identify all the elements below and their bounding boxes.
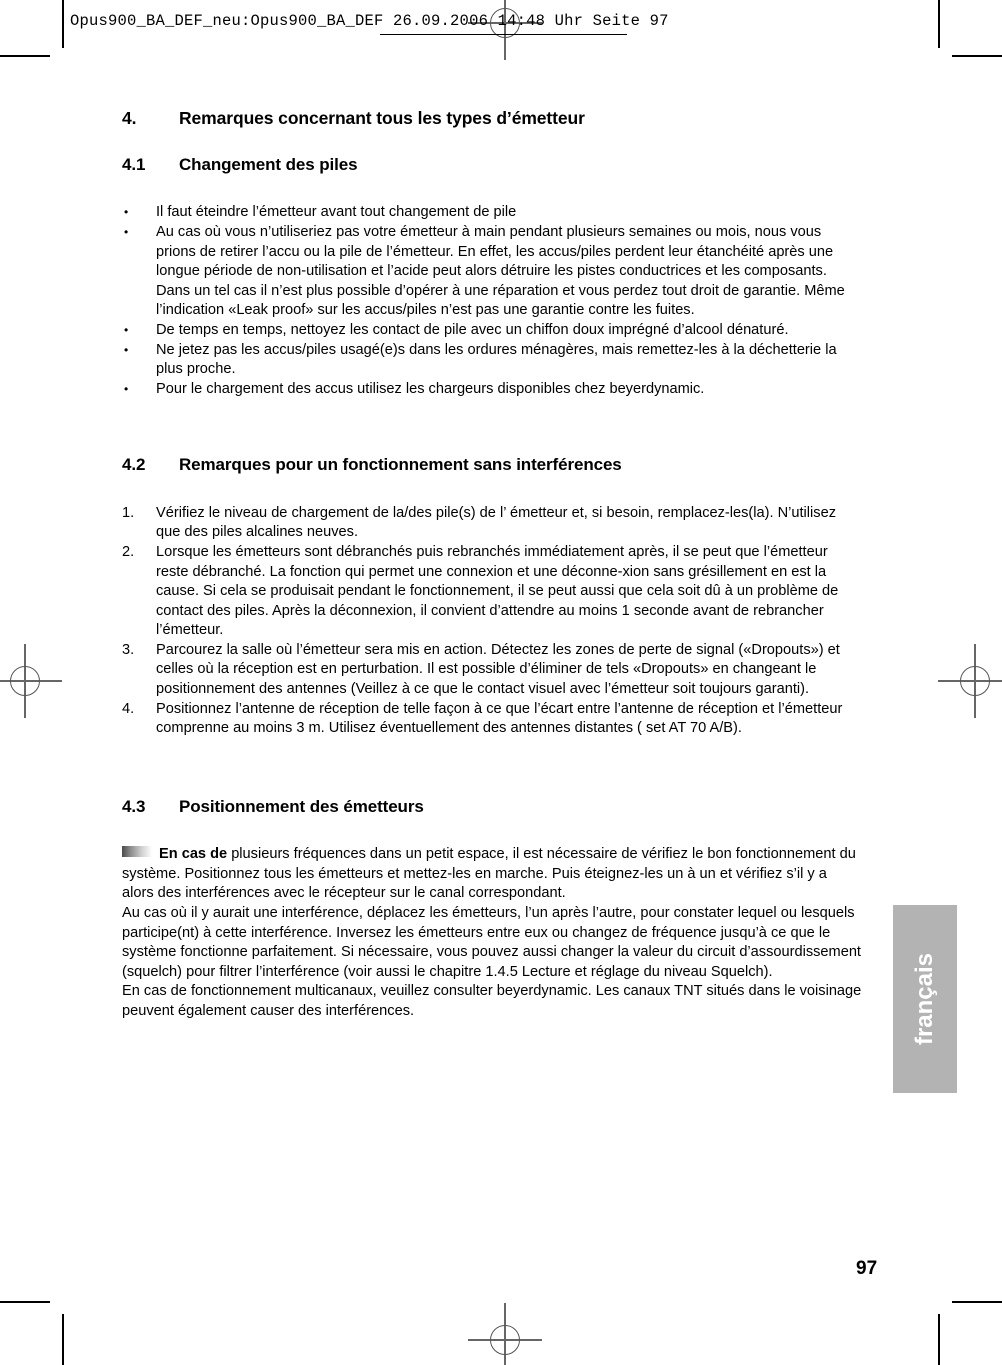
subsection-heading-4-2 bbox=[122, 455, 862, 475]
list-item-text: Ne jetez pas les accus/piles usagé(e)s dans les ordures ménagères, mais remettez-les à la déchetterie la plus proche. bbox=[156, 341, 837, 378]
crop-mark-top-right-horizontal bbox=[952, 55, 1002, 57]
list-item-text: Parcourez la salle où l’émetteur sera mis en action. Détectez les zones de perte de signal («Dropouts») et celles où la réception est en perturbation. Il est possible d’éliminer de tels «Dropouts» en changeant le positionnement des antennes (Veillez à ce que le contact visuel avec l’émetteur soit toujours garanti). bbox=[156, 641, 840, 698]
spacer bbox=[122, 175, 862, 203]
crop-mark-top-left-vertical bbox=[62, 0, 64, 48]
paragraph-three-4-3: En cas de fonctionnement multicanaux, veuillez consulter beyerdynamic. Les canaux TNT situés dans le voisinage peuvent également causer des interférences. bbox=[122, 983, 862, 1019]
document-content bbox=[122, 108, 862, 1022]
list-item bbox=[122, 543, 862, 641]
number-marker: 3. bbox=[122, 641, 135, 658]
registration-circle bbox=[960, 666, 990, 696]
page-number: 97 bbox=[856, 1258, 878, 1279]
spacer bbox=[122, 399, 862, 455]
bullet-marker: • bbox=[124, 381, 129, 396]
section-heading bbox=[122, 108, 862, 129]
subsection-number: 4.3 bbox=[122, 796, 146, 816]
list-item-text: Pour le chargement des accus utilisez les chargeurs disponibles chez beyerdynamic. bbox=[156, 380, 705, 397]
bullet-marker: • bbox=[124, 205, 129, 220]
crop-mark-bottom-left-vertical bbox=[62, 1314, 64, 1365]
crop-mark-bottom-right-vertical bbox=[938, 1314, 940, 1365]
paragraph-two-4-3: Au cas où il y aurait une interférence, déplacez les émetteurs, l’un après l’autre, pour constater lequel ou lesquels participe(nt) à cette interférence. Inversez les émetteurs entre eux ou changez de fréquence jusqu’à ce que le système fonctionne parfaitement. Si nécessaire, vous pouvez aussi changer la valeur du circuit d’assourdissement (squelch) pour filtrer l’interférence (voir aussi le chapitre 1.4.5 Lecture et réglage du niveau Squelch). bbox=[122, 905, 861, 980]
numbered-list-4-2 bbox=[122, 504, 862, 739]
lead-rest-text: plusieurs fréquences dans un petit espace, il est nécessaire de vérifiez le bon fonctionnement du système. Positionnez tous les émetteurs et mettez-les en marche. Puis éteignez-les un à un et vérifiez s’il y a alors des interférences avec le récepteur sur le canal correspondant. bbox=[122, 846, 856, 902]
list-item bbox=[122, 321, 862, 341]
spacer bbox=[122, 129, 862, 155]
subsection-title: Positionnement des émetteurs bbox=[179, 796, 424, 816]
bullet-marker: • bbox=[124, 342, 129, 357]
list-item-text: Vérifiez le niveau de chargement de la/des pile(s) de l’ émetteur et, si besoin, remplacez-les(la). N’utilisez que des piles alcalines neuves. bbox=[156, 504, 836, 541]
list-item-text: Au cas où vous n’utiliseriez pas votre émetteur à main pendant plusieurs semaines ou mois, nous vous prions de retirer l’accu ou la pile de l’émetteur. En effet, les accus/piles perdent leur étanchéité après une longue période de non-utilisation et l’acide peut alors détruire les pistes conductrices et les composants. Dans un tel cas il n’est plus possible d’opérer à une réparation et vous perdez tout droit de garantie. Même l’indication «Leak proof» sur les accus/piles n’est pas une garantie contre les fuites. bbox=[156, 223, 845, 319]
list-item bbox=[122, 223, 862, 321]
lead-bold-text: En cas de bbox=[159, 846, 228, 863]
subsection-title: Changement des piles bbox=[179, 155, 358, 174]
crop-mark-top-left-horizontal bbox=[0, 55, 50, 57]
bullet-marker: • bbox=[124, 322, 129, 337]
bullet-list-4-1 bbox=[122, 203, 862, 399]
subsection-heading-4-1 bbox=[122, 155, 862, 175]
crop-mark-bottom-left-horizontal bbox=[0, 1301, 50, 1303]
list-item-text: Il faut éteindre l’émetteur avant tout changement de pile bbox=[156, 204, 517, 221]
number-marker: 4. bbox=[122, 700, 135, 717]
bullet-marker: • bbox=[124, 224, 129, 239]
list-item bbox=[122, 341, 862, 380]
list-item bbox=[122, 504, 862, 543]
number-marker: 1. bbox=[122, 504, 135, 521]
section-title: Remarques concernant tous les types d’émetteur bbox=[179, 108, 585, 128]
print-header-rule bbox=[380, 34, 627, 35]
subsection-number: 4.2 bbox=[122, 455, 146, 475]
spacer bbox=[122, 476, 862, 504]
list-item-text: De temps en temps, nettoyez les contact de pile avec un chiffon doux imprégné d’alcool dénaturé. bbox=[156, 321, 789, 338]
registration-circle bbox=[10, 666, 40, 696]
registration-circle bbox=[490, 1325, 520, 1355]
list-item-text: Lorsque les émetteurs sont débranchés puis rebranchés immédiatement après, il se peut que l’émetteur reste débranché. La fonction qui permet une connexion et une déconne-xion sans grésillement en est la cause. Si cela se produisait pendant le fonctionnement, il se peut aussi que cela soit dû à un problème de contact des piles. Après la déconnexion, il convient d’attendre au moins 1 seconde avant de rebrancher l’émetteur. bbox=[156, 543, 839, 639]
print-header-text: Opus900_BA_DEF_neu:Opus900_BA_DEF 26.09.2006 14:48 Uhr Seite 97 bbox=[70, 12, 669, 30]
crop-mark-bottom-right-horizontal bbox=[952, 1301, 1002, 1303]
paragraph-lead-4-3 bbox=[122, 845, 862, 904]
list-item bbox=[122, 380, 862, 400]
spacer bbox=[122, 739, 862, 797]
list-item bbox=[122, 641, 862, 700]
subsection-heading-4-3 bbox=[122, 797, 862, 817]
crop-mark-top-right-vertical bbox=[938, 0, 940, 48]
subsection-title: Remarques pour un fonctionnement sans interférences bbox=[179, 455, 622, 475]
list-item-text: Positionnez l’antenne de réception de telle façon à ce que l’écart entre l’antenne de réception et l’émetteur comprenne au moins 3 m. Utilisez éventuellement des antennes distantes ( set AT 70 A/B). bbox=[156, 700, 843, 737]
language-tab-label: français bbox=[911, 952, 938, 1046]
spacer bbox=[122, 817, 862, 845]
list-item bbox=[122, 700, 862, 739]
number-marker: 2. bbox=[122, 543, 135, 560]
language-tab bbox=[893, 905, 957, 1093]
list-item bbox=[122, 203, 862, 223]
subsection-number: 4.1 bbox=[122, 155, 146, 174]
gradient-swatch-icon bbox=[122, 846, 152, 857]
section-number: 4. bbox=[122, 108, 137, 128]
